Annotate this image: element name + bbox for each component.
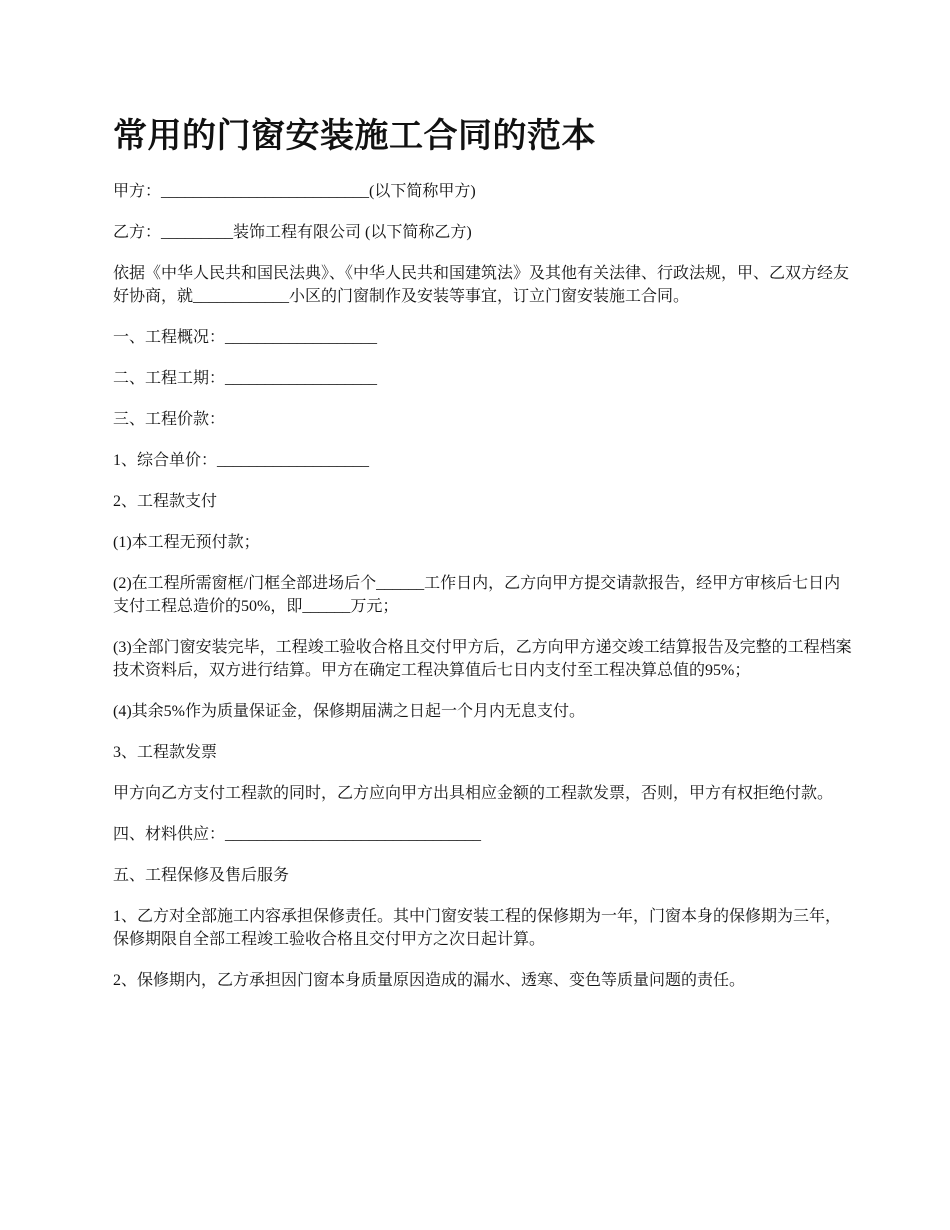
- clause-payment-3: (3)全部门窗安装完毕，工程竣工验收合格且交付甲方后，乙方向甲方递交竣工结算报告及完整的工程档案技术资料后，双方进行结算。甲方在确定工程决算值后七日内支付至工程决算总值的95%；: [113, 639, 852, 679]
- section-warranty-heading: 五、工程保修及售后服务: [113, 867, 290, 884]
- clause-payment-4: (4)其余5%作为质量保证金，保修期届满之日起一个月内无息支付。: [113, 703, 585, 720]
- section-project-duration: 二、工程工期：___________________: [113, 370, 378, 387]
- clause-payment-heading: 2、工程款支付: [113, 493, 218, 510]
- clause-payment-2: (2)在工程所需窗框/门框全部进场后个______工作日内，乙方向甲方提交请款报告，经甲方审核后七日内支付工程总造价的50%，即______万元；: [113, 575, 841, 615]
- party-a-line: 甲方：__________________________(以下简称甲方): [113, 183, 476, 200]
- clause-invoice-heading: 3、工程款发票: [113, 744, 218, 761]
- clause-warranty-1: 1、乙方对全部施工内容承担保修责任。其中门窗安装工程的保修期为一年，门窗本身的保修期为三年，保修期限自全部工程竣工验收合格且交付甲方之次日起计算。: [113, 908, 842, 948]
- section-material-supply: 四、材料供应：________________________________: [113, 826, 482, 843]
- clause-invoice-body: 甲方向乙方支付工程款的同时，乙方应向甲方出具相应金额的工程款发票，否则，甲方有权拒绝付款。: [113, 785, 834, 802]
- section-project-price: 三、工程价款：: [113, 411, 226, 428]
- clause-payment-1: (1)本工程无预付款；: [113, 534, 260, 551]
- preamble-paragraph: 依据《中华人民共和国民法典》、《中华人民共和国建筑法》及其他有关法律、行政法规，甲、乙双方经友好协商，就____________小区的门窗制作及安装等事宜，订立门窗安装施工合同。: [113, 265, 850, 305]
- party-b-line: 乙方：_________装饰工程有限公司 (以下简称乙方): [113, 224, 472, 241]
- section-project-overview: 一、工程概况：___________________: [113, 329, 378, 346]
- clause-warranty-2: 2、保修期内，乙方承担因门窗本身质量原因造成的漏水、透寒、变色等质量问题的责任。: [113, 972, 746, 989]
- clause-unit-price: 1、综合单价：___________________: [113, 452, 370, 469]
- document-title: 常用的门窗安装施工合同的范本: [113, 116, 596, 156]
- document-page: [113, 112, 853, 1010]
